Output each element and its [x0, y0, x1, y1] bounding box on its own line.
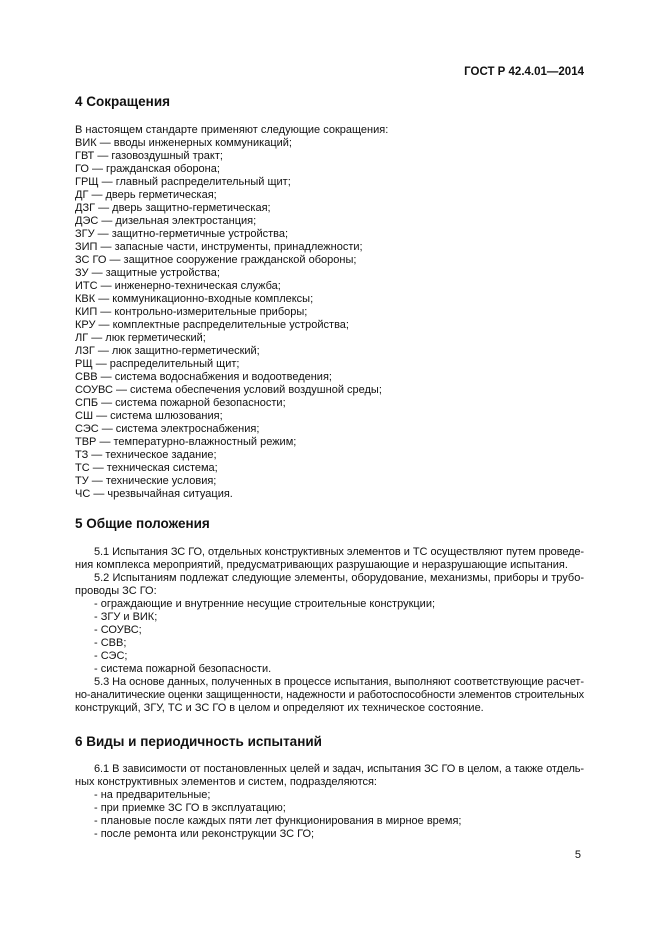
abbreviation-item: КРУ — комплектные распределительные устройства;: [75, 319, 349, 331]
paragraph-5-1-line: ния комплекса мероприятий, предусматривающих разрушающие и неразрушающие испытания.: [75, 559, 568, 571]
bullet-item: - при приемке ЗС ГО в эксплуатацию;: [94, 802, 286, 814]
abbreviation-item: ИТС — инженерно-техническая служба;: [75, 280, 281, 292]
abbreviation-item: ГВТ — газовоздушный тракт;: [75, 150, 223, 162]
paragraph-5-3-line: 5.3 На основе данных, полученных в процессе испытания, выполняют соответствующие расчет-: [94, 676, 584, 688]
paragraph-5-3-line: но-аналитические оценки защищенности, надежности и работоспособности элементов строительных: [75, 689, 584, 701]
abbreviation-item: ТВР — температурно-влажностный режим;: [75, 436, 297, 448]
section-4-heading: 4 Сокращения: [75, 94, 170, 109]
paragraph-5-2-line: проводы ЗС ГО:: [75, 585, 157, 597]
paragraph-5-2-line: 5.2 Испытаниям подлежат следующие элементы, оборудование, механизмы, приборы и трубо-: [94, 572, 584, 584]
abbreviation-item: СШ — система шлюзования;: [75, 410, 223, 422]
abbreviation-item: СВВ — система водоснабжения и водоотведения;: [75, 371, 332, 383]
abbreviation-item: ЛЗГ — люк защитно-герметический;: [75, 345, 260, 357]
page-number: 5: [574, 849, 581, 861]
abbreviations-intro: В настоящем стандарте применяют следующие сокращения:: [75, 124, 389, 136]
abbreviation-item: ДЭС — дизельная электростанция;: [75, 215, 257, 227]
abbreviation-item: ТС — техническая система;: [75, 462, 218, 474]
abbreviation-item: СЭС — система электроснабжения;: [75, 423, 260, 435]
abbreviation-item: РЩ — распределительный щит;: [75, 358, 240, 370]
abbreviation-item: ГРЩ — главный распределительный щит;: [75, 176, 291, 188]
abbreviation-item: ГО — гражданская оборона;: [75, 163, 220, 175]
abbreviation-item: ЗИП — запасные части, инструменты, принадлежности;: [75, 241, 363, 253]
abbreviation-item: ДЗГ — дверь защитно-герметическая;: [75, 202, 271, 214]
bullet-item: - ЗГУ и ВИК;: [94, 611, 158, 623]
bullet-item: - после ремонта или реконструкции ЗС ГО;: [94, 828, 315, 840]
abbreviation-item: СОУВС — система обеспечения условий воздушной среды;: [75, 384, 382, 396]
abbreviation-item: СПБ — система пожарной безопасности;: [75, 397, 286, 409]
abbreviation-item: ДГ — дверь герметическая;: [75, 189, 217, 201]
abbreviation-item: ЛГ — люк герметический;: [75, 332, 206, 344]
bullet-item: - система пожарной безопасности.: [94, 663, 272, 675]
abbreviation-item: ЗГУ — защитно-герметичные устройства;: [75, 228, 289, 240]
abbreviation-item: ВИК — вводы инженерных коммуникаций;: [75, 137, 292, 149]
abbreviation-item: КИП — контрольно-измерительные приборы;: [75, 306, 308, 318]
section-5-body: [75, 546, 584, 715]
bullet-item: - СЭС;: [94, 650, 128, 662]
document-code-header: ГОСТ Р 42.4.01—2014: [464, 66, 584, 78]
bullet-item: - СВВ;: [94, 637, 127, 649]
section-6-body: [75, 763, 584, 841]
abbreviations-list: [75, 124, 584, 501]
paragraph-5-3-line: конструкций, ЗГУ, ТС и ЗС ГО в целом и определяют их техническое состояние.: [75, 702, 484, 714]
paragraph-5-1-line: 5.1 Испытания ЗС ГО, отдельных конструктивных элементов и ТС осуществляют путем проведе-: [94, 546, 584, 558]
bullet-item: - на предварительные;: [94, 789, 211, 801]
abbreviation-item: ТУ — технические условия;: [75, 475, 217, 487]
section-6-heading: 6 Виды и периодичность испытаний: [75, 734, 322, 749]
bullet-item: - ограждающие и внутренние несущие строительные конструкции;: [94, 598, 436, 610]
bullet-item: - плановые после каждых пяти лет функционирования в мирное время;: [94, 815, 462, 827]
abbreviation-item: КВК — коммуникационно-входные комплексы;: [75, 293, 314, 305]
bullet-item: - СОУВС;: [94, 624, 142, 636]
paragraph-6-1-line: 6.1 В зависимости от постановленных целей и задач, испытания ЗС ГО в целом, а также отдель-: [94, 763, 584, 775]
paragraph-6-1-line: ных конструктивных элементов и систем, подразделяются:: [75, 776, 377, 788]
abbreviation-item: ТЗ — техническое задание;: [75, 449, 217, 461]
section-5-heading: 5 Общие положения: [75, 516, 210, 531]
abbreviation-item: ЧС — чрезвычайная ситуация.: [75, 488, 233, 500]
abbreviation-item: ЗС ГО — защитное сооружение гражданской обороны;: [75, 254, 357, 266]
abbreviation-item: ЗУ — защитные устройства;: [75, 267, 220, 279]
